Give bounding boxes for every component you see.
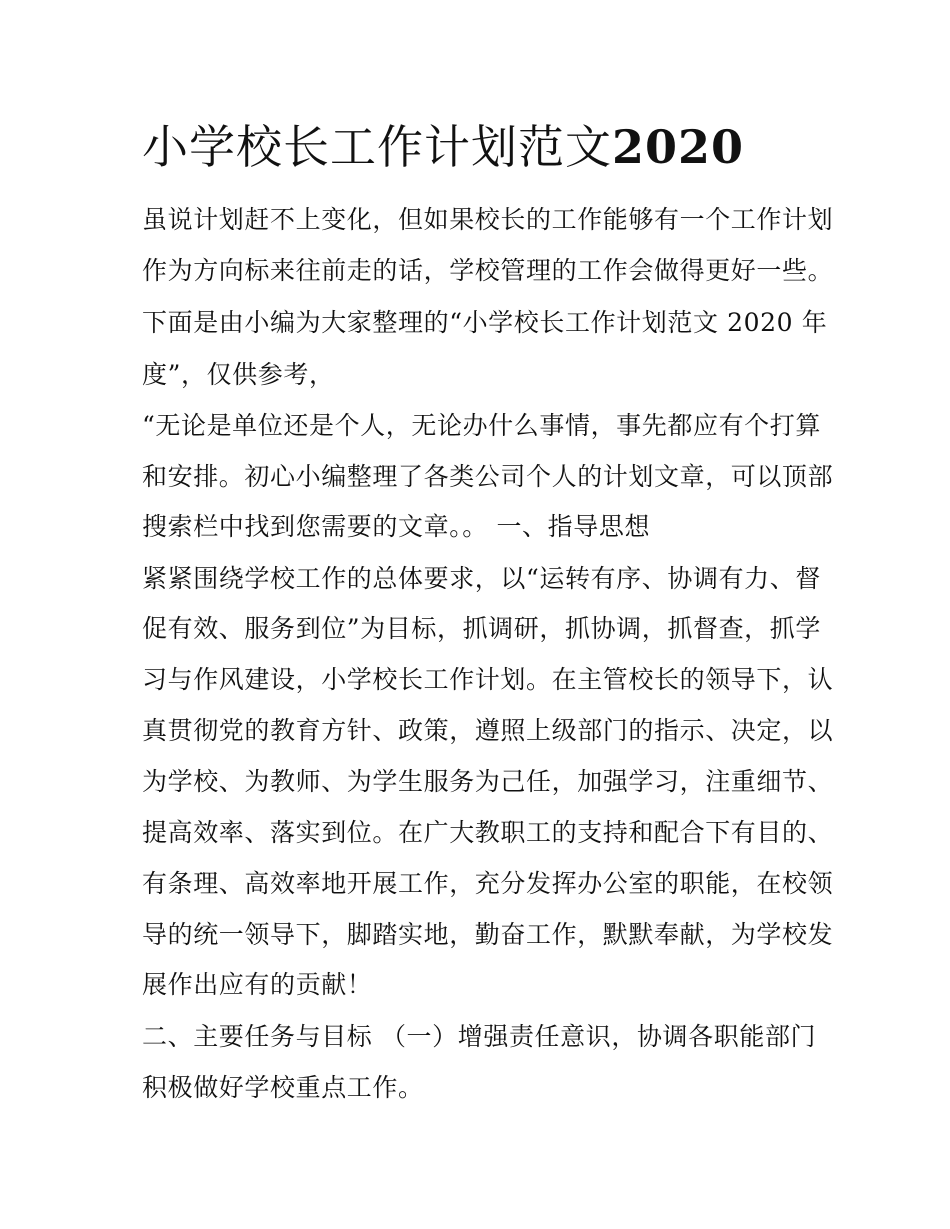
body-line: 习与作风建设，小学校长工作计划。在主管校长的领导下，认 bbox=[142, 665, 834, 694]
body-line: 作为方向标来往前走的话，学校管理的工作会做得更好一些。 bbox=[142, 256, 834, 285]
body-line: 和安排。初心小编整理了各类公司个人的计划文章，可以顶部 bbox=[142, 462, 834, 491]
body-line: “无论是单位还是个人，无论办什么事情，事先都应有个打算 bbox=[142, 411, 821, 440]
body-line: 促有效、服务到位”为目标，抓调研，抓协调，抓督查，抓学 bbox=[142, 614, 821, 643]
title-main: 小学校长工作计划范文 bbox=[142, 120, 612, 174]
body-line: 积极做好学校重点工作。 bbox=[142, 1073, 424, 1102]
body-line: 为学校、为教师、为学生服务为己任，加强学习，注重细节、 bbox=[142, 767, 834, 796]
body-line: 真贯彻党的教育方针、政策，遵照上级部门的指示、决定，以 bbox=[142, 716, 834, 745]
body-line: 紧紧围绕学校工作的总体要求，以“运转有序、协调有力、督 bbox=[142, 564, 821, 593]
body-line: 虽说计划赶不上变化，但如果校长的工作能够有一个工作计划 bbox=[142, 205, 834, 234]
title-year: 2020 bbox=[612, 120, 745, 174]
document-title bbox=[142, 112, 744, 182]
body-line: 提高效率、落实到位。在广大教职工的支持和配合下有目的、 bbox=[142, 818, 834, 847]
body-line: 下面是由小编为大家整理的“小学校长工作计划范文 2020 年 bbox=[142, 308, 828, 337]
body-line: 有条理、高效率地开展工作，充分发挥办公室的职能，在校领 bbox=[142, 869, 834, 898]
body-line: 搜索栏中找到您需要的文章。。 一、指导思想 bbox=[142, 512, 651, 541]
body-line: 展作出应有的贡献！ bbox=[142, 970, 373, 999]
body-line: 导的统一领导下，脚踏实地，勤奋工作，默默奉献，为学校发 bbox=[142, 920, 834, 949]
body-line: 度”，仅供参考， bbox=[142, 360, 335, 389]
body-line: 二、主要任务与目标 （一）增强责任意识，协调各职能部门 bbox=[142, 1022, 817, 1051]
